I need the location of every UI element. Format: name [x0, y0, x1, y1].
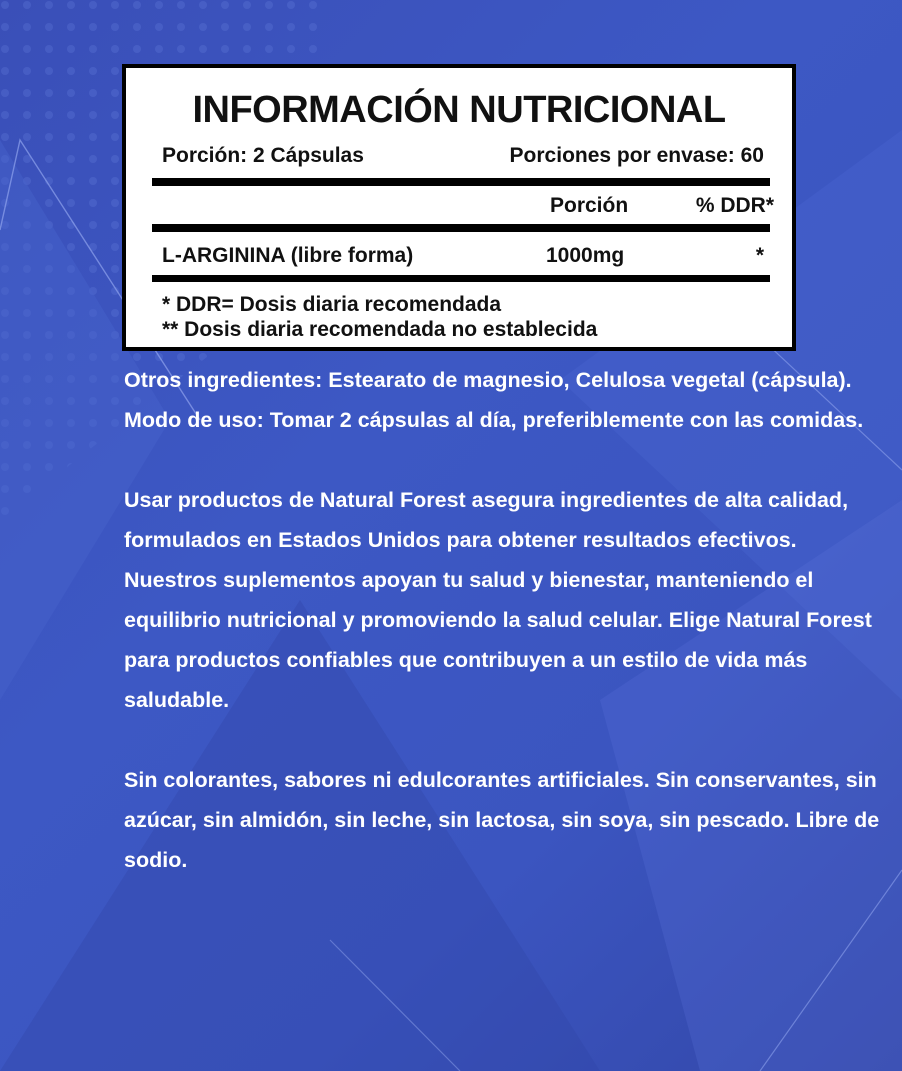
footnote-not-established: ** Dosis diaria recomendada no establecida [162, 318, 598, 341]
serving-size: Porción: 2 Cápsulas [162, 144, 364, 167]
footnote-ddr: * DDR= Dosis diaria recomendada [162, 293, 502, 316]
other-ingredients: Otros ingredientes: Estearato de magnesio, Celulosa vegetal (cápsula). [124, 368, 852, 392]
divider-thick [152, 224, 770, 232]
brand-paragraph: Usar productos de Natural Forest asegura ingredientes de alta calidad, formulados en Estados Unidos para obtener resultados efectivos. Nuestros suplementos apoyan tu salud y bienestar, manteniendo el equilibrio nutricional y promoviendo la salud celular. Elige Natural Forest para productos confiables que contribuyen a un estilo de vida más saludable. [124, 488, 872, 712]
column-header-portion: Porción [550, 194, 629, 217]
divider-thick [152, 275, 770, 282]
panel-title: INFORMACIÓN NUTRICIONAL [192, 89, 726, 131]
divider-thick [152, 178, 770, 186]
ingredient-amount: 1000mg [546, 244, 625, 267]
product-description [124, 360, 884, 880]
nutrition-facts-panel [122, 64, 796, 351]
servings-per-container: Porciones por envase: 60 [509, 144, 764, 167]
usage-instructions: Modo de uso: Tomar 2 cápsulas al día, preferiblemente con las comidas. [124, 408, 864, 432]
column-header-ddr: % DDR* [695, 194, 774, 217]
free-from-paragraph: Sin colorantes, sabores ni edulcorantes artificiales. Sin conservantes, sin azúcar, sin almidón, sin leche, sin lactosa, sin soya, sin pescado. Libre de sodio. [124, 768, 880, 872]
ingredient-name: L-ARGININA (libre forma) [162, 244, 414, 267]
ingredient-ddr: * [755, 244, 764, 267]
